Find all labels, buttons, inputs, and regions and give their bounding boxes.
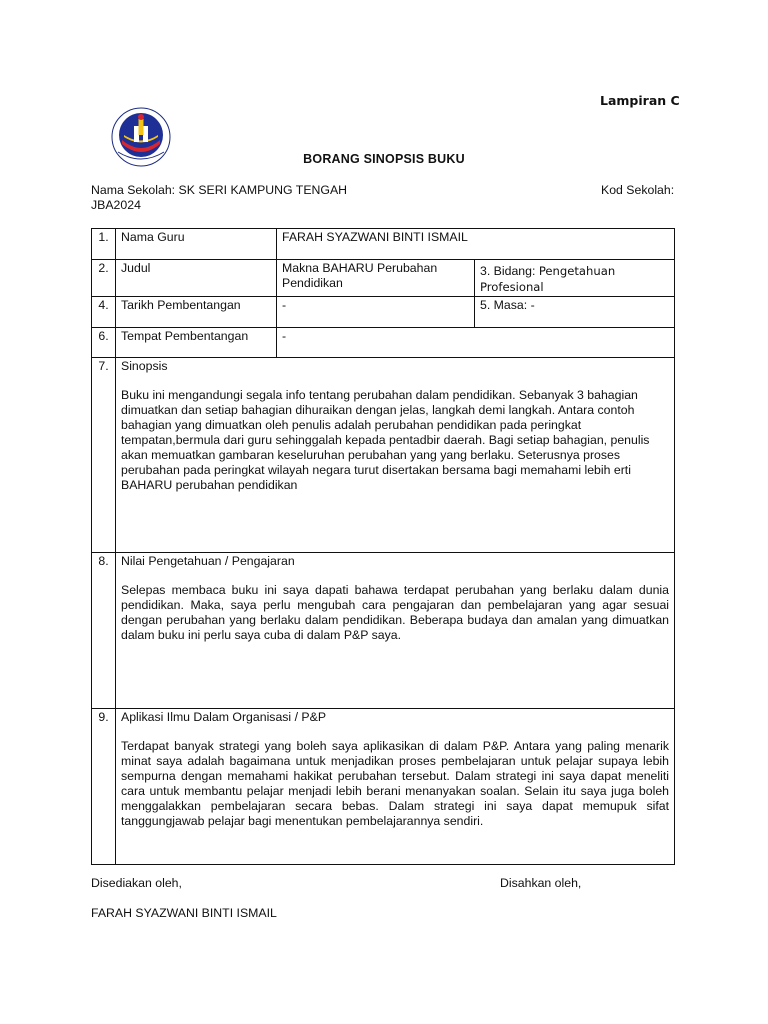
form-row-aplikasi: [92, 709, 675, 865]
school-code-value: JBA2024: [91, 198, 141, 212]
teacher-name-value: FARAH SYAZWANI BINTI ISMAIL: [277, 229, 675, 260]
approved-by-label: Disahkan oleh,: [500, 876, 582, 890]
masa-value: -: [530, 298, 535, 312]
nilai-text: Selepas membaca buku ini saya dapati bahawa terdapat perubahan yang berlaku dalam dunia pendidikan. Maka, saya perlu mengubah cara pengajaran dan pembelajaran yang agar sesuai dengan perubahan yang berlaku dalam pendidikan. Beberapa budaya dan amalan yang dimuatkan dalam buku ini perlu saya cuba di dalam P&P saya.: [121, 583, 670, 642]
aplikasi-cell: [116, 709, 675, 865]
form-row-tarikh: [92, 297, 675, 328]
row-label: Judul: [116, 260, 277, 297]
bidang-label: 3. Bidang:: [480, 264, 536, 278]
sinopsis-text: Buku ini mengandungi segala info tentang perubahan dalam pendidikan. Sebanyak 3 bahagian dimuatkan dan setiap bahagian dihuraikan dengan jelas, langkah demi langkah. Antara contoh bahagian yang dimuatkan oleh penulis adalah perubahan pendidikan pada peringkat tempatan,bermula dari guru sehinggalah kepada pentadbir daerah. Bagi setiap bahagian, penulis akan memuatkan gambaran keseluruhan perubahan yang yang berlaku. Seterusnya proses perubahan pada peringkat wilayah negara turut disertakan bersama bagi memahami lebih erti BAHARU perubahan pendidikan: [121, 388, 650, 492]
form-row-tempat: [92, 328, 675, 358]
row-number: 7.: [92, 358, 116, 553]
form-title: BORANG SINOPSIS BUKU: [303, 152, 465, 166]
school-name: [91, 183, 347, 198]
school-code-label: Kod Sekolah:: [601, 183, 675, 197]
bidang-value: Pengetahuan Profesional: [480, 264, 616, 294]
date-value: -: [277, 297, 475, 328]
row-label: Nama Guru: [116, 229, 277, 260]
school-name-label: Nama Sekolah:: [91, 183, 176, 197]
row-number: 6.: [92, 328, 116, 358]
book-title-value: Makna BAHARU Perubahan Pendidikan: [277, 260, 475, 297]
lampiran-label: Lampiran C: [600, 93, 680, 108]
prepared-by-label: Disediakan oleh,: [91, 876, 182, 890]
row-number: 1.: [92, 229, 116, 260]
row-number: 9.: [92, 709, 116, 865]
bidang-cell: [475, 260, 675, 297]
section-heading: Aplikasi Ilmu Dalam Organisasi / P&P: [121, 710, 327, 724]
aplikasi-text: Terdapat banyak strategi yang boleh saya aplikasikan di dalam P&P. Antara yang paling menarik minat saya adalah bagaimana untuk menjadikan proses pembelajaran untuk pelajar supaya lebih sempurna dengan memahami hakikat perubahan tersebut. Dalam strategi ini saya dapat meneliti cara untuk membantu pelajar menjadi lebih berani menanyakan soalan. Selain itu saya juga boleh menggalakkan pembelajaran secara bebas. Dalam strategi ini saya dapat memupuk sifat tanggungjawab pelajar bagi menentukan pembelajarannya sendiri.: [121, 739, 670, 828]
form-row-nama-guru: [92, 229, 675, 260]
row-label: Tarikh Pembentangan: [116, 297, 277, 328]
school-name-value: SK SERI KAMPUNG TENGAH: [178, 183, 348, 197]
section-heading: Sinopsis: [121, 359, 168, 373]
section-heading: Nilai Pengetahuan / Pengajaran: [121, 554, 295, 568]
form-row-nilai: [92, 553, 675, 709]
masa-cell: [475, 297, 675, 328]
form-row-sinopsis: [92, 358, 675, 553]
sinopsis-cell: [116, 358, 675, 553]
row-number: 4.: [92, 297, 116, 328]
form-row-judul: [92, 260, 675, 297]
venue-value: -: [277, 328, 675, 358]
row-label: Tempat Pembentangan: [116, 328, 277, 358]
row-number: 2.: [92, 260, 116, 297]
prepared-by-name: FARAH SYAZWANI BINTI ISMAIL: [91, 906, 277, 920]
synopsis-form-table: [91, 228, 675, 865]
nilai-cell: [116, 553, 675, 709]
masa-label: 5. Masa:: [480, 298, 528, 312]
row-number: 8.: [92, 553, 116, 709]
